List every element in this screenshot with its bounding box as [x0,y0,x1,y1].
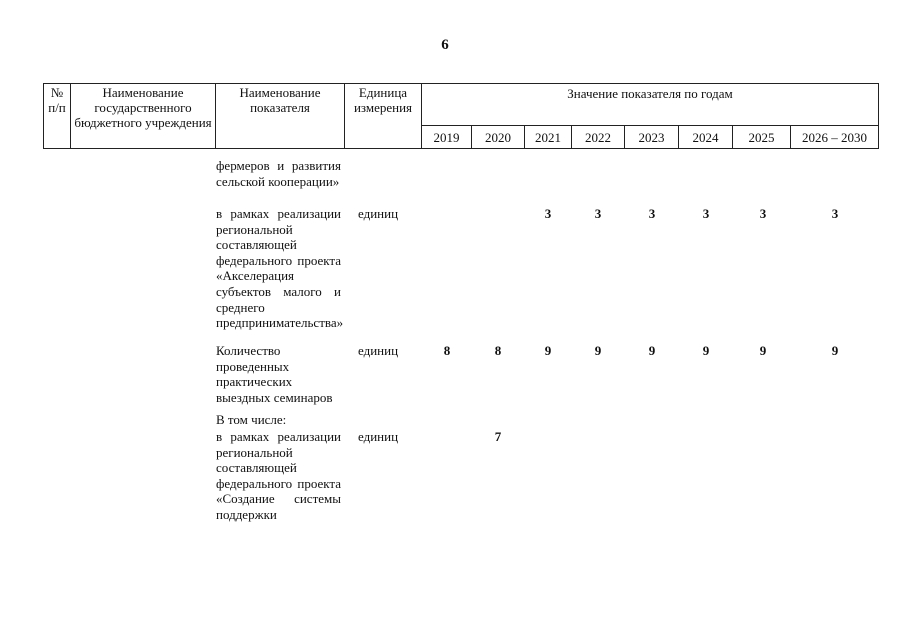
row-1-value: 3 [648,206,656,221]
row-4-name: в рамках реализации региональной составляющей федерального проекта «Создание системы поддержки [216,429,341,522]
header-year: 2024 [679,126,733,149]
row-2-value: 9 [594,343,602,358]
header-unit: Единица измерения [345,84,422,149]
header-year: 2025 [733,126,791,149]
row-1-value: 3 [759,206,767,221]
row-2-unit: единиц [358,343,399,358]
row-0-name: фермеров и развития сельской кооперации» [216,158,341,189]
header-num: № п/п [44,84,71,149]
header-year: 2023 [625,126,679,149]
row-4-unit: единиц [358,429,399,444]
header-year: 2020 [472,126,525,149]
header-year: 2022 [572,126,625,149]
row-2-value: 8 [494,343,502,358]
header-year: 2019 [422,126,472,149]
row-1-unit: единиц [358,206,399,221]
row-1-value: 3 [594,206,602,221]
row-1-value: 3 [544,206,552,221]
row-2-value: 9 [759,343,767,358]
row-2-value: 8 [443,343,451,358]
header-year: 2026 – 2030 [791,126,879,149]
row-2-value: 9 [544,343,552,358]
row-2-name: Количество проведенных практических выездных семинаров [216,343,333,405]
row-1-name: в рамках реализации региональной составляющей федерального проекта «Акселерация субъектов малого и среднего предпринимательства» [216,206,344,331]
row-1-value: 3 [831,206,839,221]
row-2-value: 9 [702,343,710,358]
header-institution: Наименование государственного бюджетного учреждения [71,84,216,149]
row-2-value: 9 [831,343,839,358]
header-year: 2021 [525,126,572,149]
table-header [43,83,879,149]
header-years-group: Значение показателя по годам [422,84,879,126]
row-3-name: В том числе: [216,412,287,427]
page-number: 6 [441,37,449,53]
row-1-value: 3 [702,206,710,221]
row-2-value: 9 [648,343,656,358]
header-indicator: Наименование показателя [216,84,345,149]
row-4-value: 7 [494,429,502,444]
